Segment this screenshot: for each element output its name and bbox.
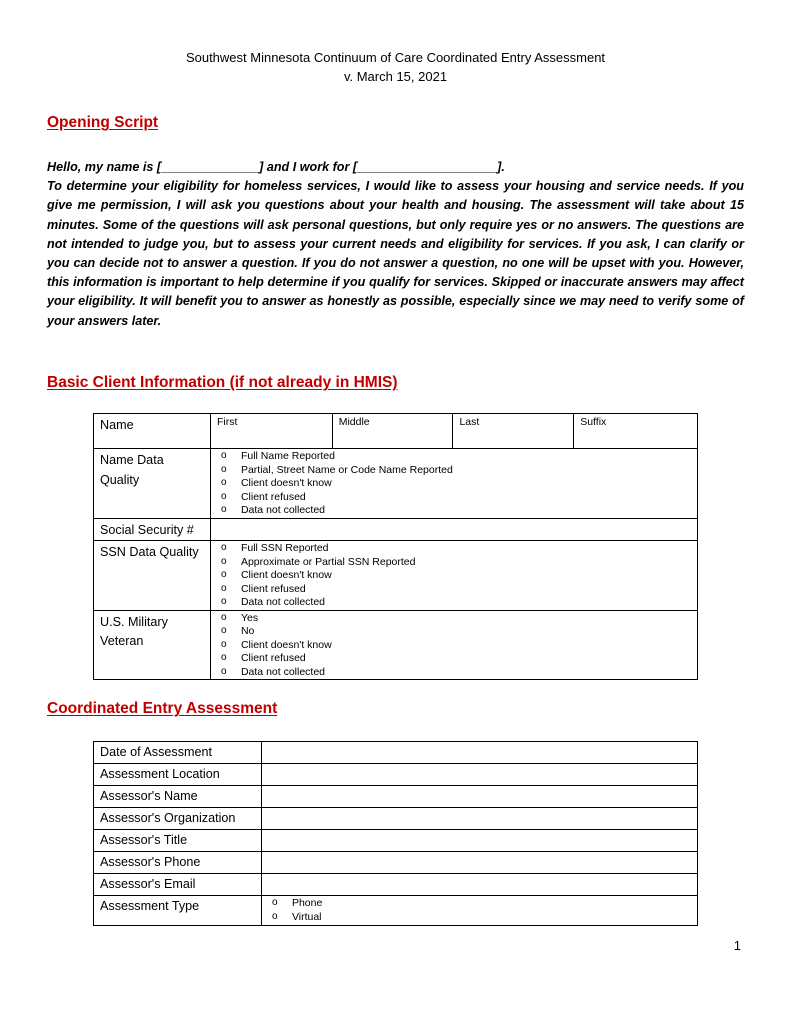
name-quality-options-cell [210, 449, 697, 519]
name-quality-option[interactable]: o Full Name Reported [221, 450, 697, 464]
veteran-option[interactable]: o Client refused [221, 652, 697, 666]
ssn-quality-option[interactable]: o Data not collected [221, 596, 697, 610]
name-middle-field[interactable]: Middle [332, 414, 453, 449]
script-paragraph: To determine your eligibility for homeless services, I would like to assess your housing and service needs. If you give me permission, I will ask you questions about your health and housing. The assessment will take about 15 minutes. Some of the questions will ask personal questions, but only require yes or no answers. The questions are not intended to judge you, but to assess your current needs and eligibility for services. If you ask, I can clarify or you can decide not to answer a question. If you do not answer a question, no one will be upset with you. However, this information is important to help determine if you qualify for services. Skipped or inaccurate answers may affect your eligibility. It will benefit you to answer as honestly as possible, especially since we may need to verify some of your answers later. [47, 179, 744, 328]
basic-info-heading: Basic Client Information (if not already in HMIS) [47, 374, 398, 391]
ssn-field[interactable] [210, 518, 697, 541]
assessor-organization-field[interactable] [261, 808, 697, 830]
assessor-name-label: Assessor's Name [94, 786, 262, 808]
ssn-quality-option[interactable]: o Approximate or Partial SSN Reported [221, 556, 697, 570]
assessment-type-options-cell [261, 896, 697, 926]
script-intro-line: Hello, my name is [______________] and I work for [____________________]. [47, 160, 505, 174]
assessor-email-label: Assessor's Email [94, 874, 262, 896]
opening-script-heading: Opening Script [47, 114, 159, 131]
name-quality-option[interactable]: o Partial, Street Name or Code Name Reported [221, 464, 697, 478]
ssn-quality-options [211, 541, 697, 610]
opening-script-body [47, 158, 744, 331]
basic-info-table [93, 413, 698, 680]
name-first-field[interactable]: First [210, 414, 332, 449]
name-quality-option[interactable]: o Client refused [221, 491, 697, 505]
veteran-option[interactable]: o Client doesn't know [221, 639, 697, 653]
name-quality-option[interactable]: o Data not collected [221, 504, 697, 518]
assessor-name-field[interactable] [261, 786, 697, 808]
name-quality-options [211, 449, 697, 518]
ssn-quality-option[interactable]: o Client doesn't know [221, 569, 697, 583]
assessment-table [93, 741, 698, 926]
ssn-quality-option[interactable]: o Client refused [221, 583, 697, 597]
assessment-location-label: Assessment Location [94, 764, 262, 786]
name-last-field[interactable]: Last [453, 414, 574, 449]
assessment-type-label: Assessment Type [94, 896, 262, 926]
veteran-option[interactable]: o Data not collected [221, 666, 697, 680]
assessment-type-option[interactable]: o Virtual [272, 911, 697, 925]
ssn-label: Social Security # [94, 518, 211, 541]
assessor-title-field[interactable] [261, 830, 697, 852]
name-label: Name [94, 414, 211, 449]
ssn-quality-label: SSN Data Quality [94, 541, 211, 611]
assessment-heading: Coordinated Entry Assessment [47, 700, 278, 717]
date-of-assessment-label: Date of Assessment [94, 742, 262, 764]
veteran-options-cell [210, 610, 697, 680]
page-number: 1 [733, 938, 741, 953]
name-suffix-field[interactable]: Suffix [574, 414, 698, 449]
assessor-email-field[interactable] [261, 874, 697, 896]
assessment-type-option[interactable]: o Phone [272, 897, 697, 911]
name-quality-option[interactable]: o Client doesn't know [221, 477, 697, 491]
ssn-quality-options-cell [210, 541, 697, 611]
document-title: Southwest Minnesota Continuum of Care Coordinated Entry Assessment [185, 50, 606, 65]
veteran-label: U.S. Military Veteran [94, 610, 211, 680]
assessment-location-field[interactable] [261, 764, 697, 786]
veteran-option[interactable]: o Yes [221, 612, 697, 626]
assessment-type-options [262, 896, 697, 924]
document-version: v. March 15, 2021 [343, 69, 448, 84]
assessor-title-label: Assessor's Title [94, 830, 262, 852]
ssn-quality-option[interactable]: o Full SSN Reported [221, 542, 697, 556]
assessor-phone-field[interactable] [261, 852, 697, 874]
assessor-organization-label: Assessor's Organization [94, 808, 262, 830]
veteran-options [211, 611, 697, 680]
date-of-assessment-field[interactable] [261, 742, 697, 764]
assessor-phone-label: Assessor's Phone [94, 852, 262, 874]
name-quality-label: Name Data Quality [94, 449, 211, 519]
veteran-option[interactable]: o No [221, 625, 697, 639]
